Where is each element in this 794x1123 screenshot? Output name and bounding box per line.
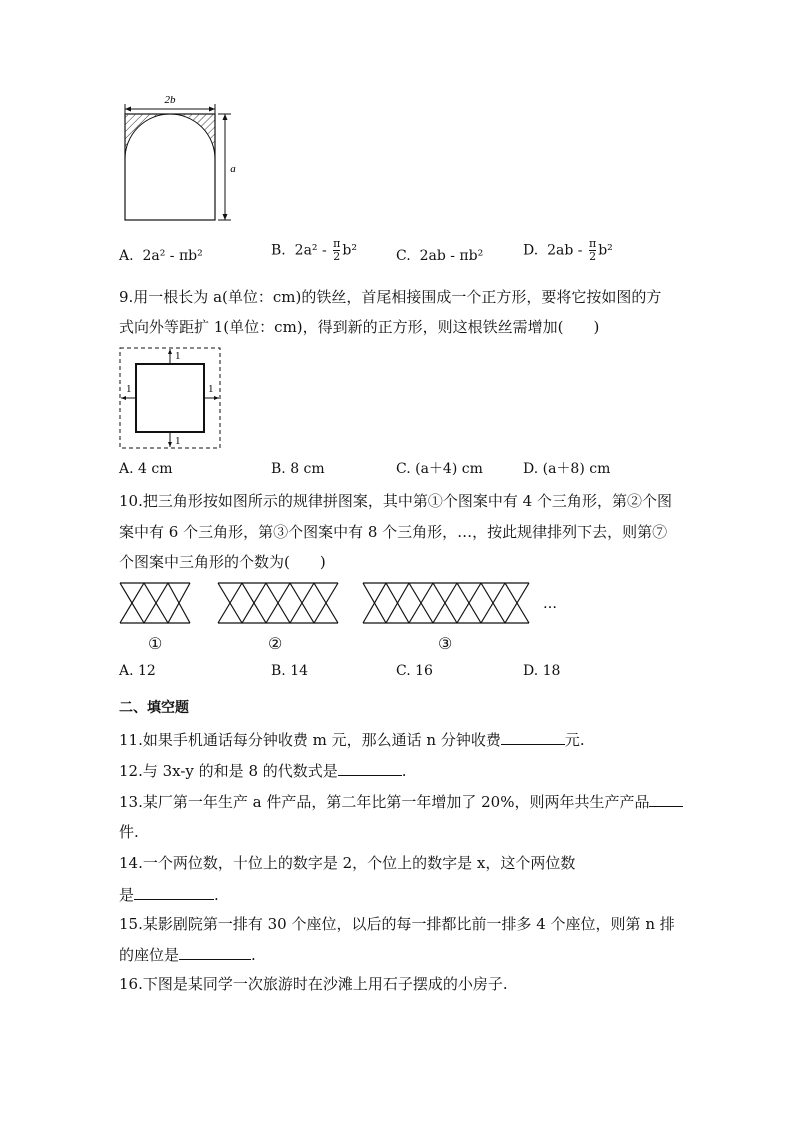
q10-pattern-2 <box>218 583 338 623</box>
q10-text-line2: 案中有 6 个三角形，第③个图案中有 8 个三角形，…，按此规律排列下去，则第⑦ <box>119 523 668 541</box>
q11-answer-blank[interactable] <box>501 729 565 745</box>
q8-width-label: 2b <box>164 94 176 106</box>
q10-text-line3: 个图案中三角形的个数为( ) <box>119 553 326 571</box>
q12-line: 12.与 3x-y 的和是 8 的代数式是 . <box>119 762 407 780</box>
q10-figure <box>115 578 595 628</box>
q9-top-label: 1 <box>175 350 181 362</box>
q10-label-2: ② <box>268 634 283 653</box>
q9-left-label: 1 <box>126 383 132 395</box>
q16-line1: 16.下图是某同学一次旅游时在沙滩上用石子摆成的小房子. <box>119 975 508 993</box>
q10-label-3: ③ <box>438 634 453 653</box>
q9-option-c[interactable]: C. (a＋4) cm <box>396 461 483 477</box>
q10-pattern-1 <box>120 583 190 623</box>
q9-option-a[interactable]: A. 4 cm <box>119 461 173 477</box>
q8-option-b[interactable]: B. 2a² - $\frac{\pi}{2}$ b² <box>271 237 357 263</box>
q9-option-d[interactable]: D. (a＋8) cm <box>523 461 611 477</box>
q14-line1: 14.一个两位数，十位上的数字是 2，个位上的数字是 x，这个两位数 <box>119 854 576 872</box>
q9-text-line1: 9.用一根长为 a(单位：cm)的铁丝，首尾相接围成一个正方形，要将它按如图的方 <box>119 288 662 306</box>
q10-ellipsis: … <box>543 596 557 612</box>
q10-option-c[interactable]: C. 16 <box>396 663 433 679</box>
q9-right-label: 1 <box>208 383 214 395</box>
q15-line2: 的座位是 . <box>119 946 256 964</box>
q10-option-d[interactable]: D. 18 <box>523 663 561 679</box>
q15-line1: 15.某影剧院第一排有 30 个座位，以后的每一排都比前一排多 4 个座位，则第 n 排 <box>119 915 675 933</box>
q8-d-fraction: $\frac{\pi}{2}$ <box>588 237 597 263</box>
q13-line1: 13.某厂第一年生产 a 件产品，第二年比第一年增加了 20%，则两年共生产产品 <box>119 791 683 812</box>
q15-answer-blank[interactable] <box>179 944 251 960</box>
q8-figure <box>115 92 245 224</box>
q11-line: 11.如果手机通话每分钟收费 m 元，那么通话 n 分钟收费 元. <box>119 731 585 749</box>
q12-answer-blank[interactable] <box>338 760 402 776</box>
q13-line2: 件. <box>119 823 139 841</box>
q8-option-d[interactable]: D. 2ab - $\frac{\pi}{2}$ b² <box>523 237 613 263</box>
q8-rectangle <box>125 114 215 220</box>
q9-bottom-label: 1 <box>175 435 181 447</box>
q10-option-b[interactable]: B. 14 <box>271 663 309 679</box>
section-heading-fill-in: 二、填空题 <box>119 700 189 716</box>
q10-option-a[interactable]: A. 12 <box>119 663 156 679</box>
q9-inner-square <box>136 364 204 432</box>
q9-option-b[interactable]: B. 8 cm <box>271 461 325 477</box>
q9-figure <box>118 346 222 450</box>
q8-b-fraction: $\frac{\pi}{2}$ <box>333 237 341 263</box>
q10-text-line1: 10.把三角形按如图所示的规律拼图案，其中第①个图案中有 4 个三角形，第②个图 <box>119 492 672 510</box>
q8-option-c[interactable]: C. 2ab - πb² <box>396 248 484 264</box>
q8-option-a[interactable]: A. 2a² - πb² <box>119 248 203 264</box>
q8-height-label: a <box>230 163 236 175</box>
q10-pattern-3 <box>363 583 529 623</box>
q10-label-1: ① <box>148 634 163 653</box>
q14-line2: 是 . <box>119 886 219 904</box>
q14-answer-blank[interactable] <box>134 884 214 900</box>
q9-text-line2: 式向外等距扩 1(单位：cm)，得到新的正方形，则这根铁丝需增加( ) <box>119 318 600 336</box>
q13-answer-blank[interactable] <box>649 791 683 807</box>
